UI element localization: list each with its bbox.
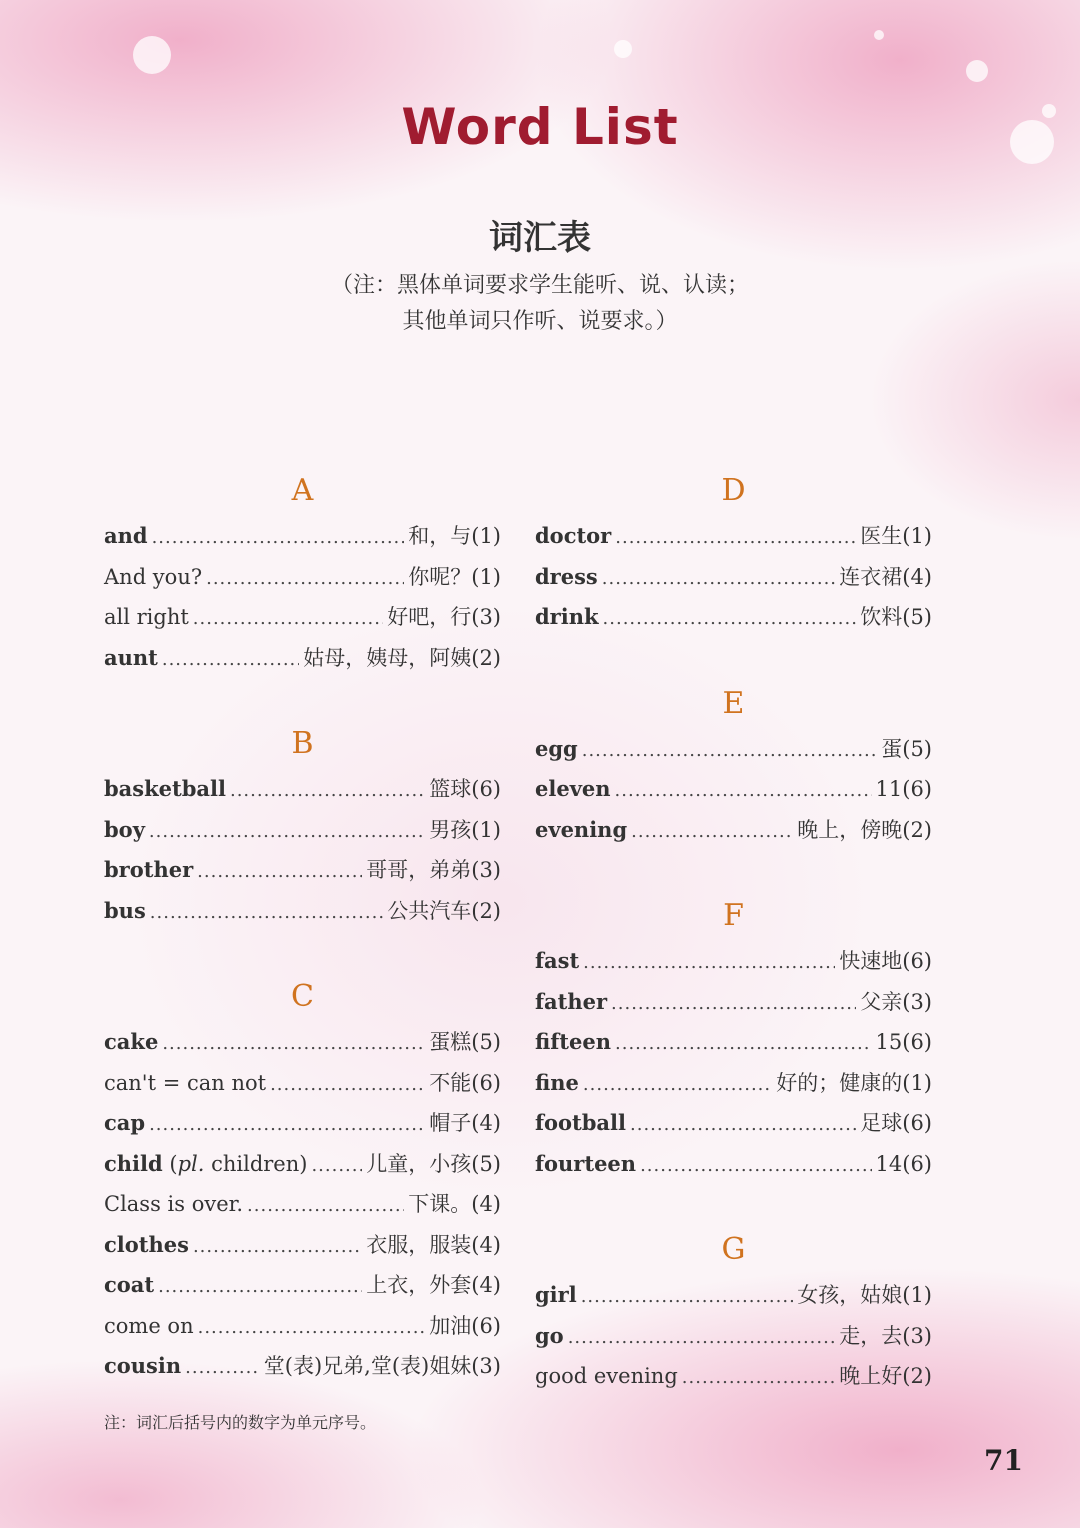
- entry-meaning: 和，与(1): [408, 524, 501, 548]
- entry-word: fast: [535, 948, 580, 973]
- entry-word-abbrev: pl.: [177, 1151, 205, 1176]
- entry-word: can't = can not: [104, 1070, 267, 1095]
- entry-meaning: 连衣裙(4): [839, 564, 932, 589]
- word-entry: [104, 1225, 501, 1266]
- word-entry: [535, 1316, 932, 1357]
- word-entry: [535, 982, 932, 1023]
- entry-word-group: child (pl. children): [104, 1150, 308, 1176]
- leader-dots: [152, 518, 405, 559]
- decor-bubble: [614, 40, 632, 58]
- leader-dots: [206, 559, 404, 600]
- leader-dots: [198, 1308, 426, 1349]
- entry-meaning: 好吧，行(3): [387, 605, 501, 629]
- leader-dots: [150, 893, 383, 934]
- decor-bubble: [874, 30, 884, 40]
- word-entry: [104, 516, 501, 557]
- leader-dots: [185, 1348, 260, 1389]
- page-subtitle: 词汇表: [489, 218, 591, 258]
- entry-word: boy: [104, 816, 145, 842]
- word-entry: [104, 597, 501, 638]
- entry-meaning: 上衣，外套(4): [366, 1273, 501, 1297]
- leader-dots: [158, 1267, 362, 1308]
- instruction-note-line-1: （注：黑体单词要求学生能听、说、认读；: [330, 273, 749, 298]
- leader-dots: [583, 1065, 772, 1106]
- leader-dots: [230, 771, 425, 812]
- entry-word: cousin: [104, 1353, 182, 1378]
- word-entry: [104, 557, 501, 598]
- entry-word: clothes: [104, 1231, 189, 1257]
- entry-word: fine: [535, 1069, 579, 1095]
- word-entry: [535, 557, 932, 598]
- entry-meaning: 晚上，傍晚(2): [797, 817, 932, 842]
- section-letter-d: D: [721, 473, 746, 508]
- entry-meaning: 哥哥，弟弟(3): [366, 858, 501, 882]
- leader-dots: [193, 599, 383, 640]
- word-entry: [104, 638, 501, 679]
- entry-word: come on: [104, 1313, 194, 1338]
- entry-word-plural: children): [204, 1151, 308, 1176]
- entry-word: all right: [104, 605, 189, 629]
- word-entry: [104, 1346, 501, 1387]
- leader-dots: [311, 1146, 362, 1187]
- entry-meaning: 篮球(6): [429, 777, 501, 801]
- word-entry: [104, 850, 501, 891]
- entry-meaning: 蛋(5): [881, 736, 932, 761]
- entry-word: and: [104, 523, 148, 548]
- entry-meaning: 饮料(5): [860, 605, 932, 629]
- page-title: Word List: [401, 98, 679, 156]
- word-entry: [535, 769, 932, 810]
- entry-meaning: 你呢？(1): [408, 564, 501, 589]
- word-entry: [535, 1356, 932, 1397]
- entry-meaning: 14(6): [875, 1151, 932, 1176]
- word-entry: [104, 1144, 501, 1185]
- entry-word: brother: [104, 857, 194, 882]
- entry-word: eleven: [535, 776, 611, 801]
- entry-meaning: 衣服，服装(4): [366, 1232, 501, 1257]
- entry-word: fifteen: [535, 1029, 611, 1054]
- entry-meaning: 加油(6): [429, 1313, 501, 1338]
- leader-dots: [197, 852, 362, 893]
- leader-dots: [149, 812, 425, 853]
- leader-dots: [640, 1146, 871, 1187]
- page-number: 71: [984, 1444, 1023, 1477]
- word-entry: [104, 769, 501, 810]
- entry-meaning: 足球(6): [860, 1111, 932, 1135]
- entry-word: child: [104, 1150, 163, 1176]
- entry-meaning: 下课。(4): [408, 1192, 501, 1216]
- leader-dots: [149, 1105, 425, 1146]
- word-entry: [535, 1022, 932, 1063]
- word-entry: [104, 891, 501, 932]
- word-entry: [104, 810, 501, 851]
- entry-word: basketball: [104, 776, 226, 801]
- decor-bubble: [966, 60, 988, 82]
- leader-dots: [270, 1065, 425, 1106]
- leader-dots: [603, 599, 857, 640]
- leader-dots: [581, 1277, 794, 1318]
- entry-meaning: 帽子(4): [429, 1111, 501, 1135]
- instruction-note-line-2: 其他单词只作听、说要求。）: [402, 309, 678, 334]
- entry-meaning: 不能(6): [429, 1070, 501, 1095]
- word-entry: [535, 729, 932, 770]
- entry-word: good evening: [535, 1364, 678, 1388]
- entry-meaning: 好的；健康的(1): [776, 1070, 932, 1095]
- word-entry: [535, 941, 932, 982]
- word-entry: [104, 1265, 501, 1306]
- leader-dots: [162, 1024, 425, 1065]
- entry-word: bus: [104, 897, 146, 923]
- leader-dots: [611, 984, 856, 1025]
- leader-dots: [193, 1227, 362, 1268]
- entry-meaning: 姑母，姨母，阿姨(2): [303, 645, 501, 670]
- word-entry: [104, 1184, 501, 1225]
- section-letter-f: F: [723, 898, 744, 933]
- word-entry: [535, 516, 932, 557]
- leader-dots: [630, 1105, 856, 1146]
- section-letter-e: E: [722, 685, 745, 721]
- leader-dots: [582, 731, 878, 772]
- word-entry: [104, 1103, 501, 1144]
- leader-dots: [247, 1186, 404, 1227]
- leader-dots: [631, 812, 793, 853]
- entry-meaning: 男孩(1): [429, 817, 501, 842]
- entry-meaning: 走，去(3): [839, 1323, 932, 1348]
- section-letter-c: C: [291, 979, 314, 1014]
- leader-dots: [583, 943, 835, 984]
- word-list-left-column: [104, 466, 501, 1387]
- leader-dots: [615, 771, 872, 812]
- word-entry: [535, 597, 932, 638]
- decor-bubble: [133, 36, 171, 74]
- entry-word: coat: [104, 1272, 155, 1297]
- word-entry: [104, 1306, 501, 1347]
- entry-word: evening: [535, 816, 628, 842]
- entry-word: father: [535, 988, 608, 1014]
- word-entry: [535, 1063, 932, 1104]
- entry-word: cap: [104, 1110, 146, 1135]
- word-list-right-column: [535, 466, 932, 1397]
- footnote: 注：词汇后括号内的数字为单元序号。: [104, 1413, 377, 1432]
- section-letter-g: G: [721, 1232, 746, 1267]
- entry-word: go: [535, 1322, 564, 1348]
- word-entry: [535, 1103, 932, 1144]
- word-entry: [104, 1063, 501, 1104]
- entry-meaning: 晚上好(2): [839, 1364, 932, 1388]
- entry-meaning: 蛋糕(5): [429, 1030, 501, 1054]
- leader-dots: [615, 1024, 872, 1065]
- word-entry: [535, 1144, 932, 1185]
- entry-meaning: 女孩，姑娘(1): [797, 1283, 932, 1307]
- section-letter-a: A: [291, 473, 314, 508]
- leader-dots: [602, 559, 835, 600]
- entry-word: egg: [535, 735, 578, 761]
- entry-word: dress: [535, 563, 598, 589]
- entry-word: girl: [535, 1282, 577, 1307]
- leader-dots: [568, 1318, 836, 1359]
- word-entry: [535, 1275, 932, 1316]
- entry-meaning: 堂(表)兄弟,堂(表)姐妹(3): [263, 1354, 501, 1378]
- entry-word: drink: [535, 604, 599, 629]
- entry-word: Class is over.: [104, 1192, 244, 1216]
- leader-dots: [615, 518, 856, 559]
- entry-word: aunt: [104, 644, 158, 670]
- entry-meaning: 15(6): [875, 1030, 932, 1054]
- entry-meaning: 医生(1): [860, 524, 932, 548]
- entry-meaning: 父亲(3): [860, 989, 932, 1014]
- entry-meaning: 公共汽车(2): [387, 898, 501, 923]
- entry-word: football: [535, 1110, 626, 1135]
- entry-meaning: 11(6): [875, 777, 932, 801]
- leader-dots: [162, 640, 299, 681]
- entry-word: And you?: [104, 564, 203, 589]
- entry-word: doctor: [535, 523, 612, 548]
- section-letter-b: B: [291, 726, 314, 761]
- word-entry: [535, 810, 932, 851]
- entry-meaning: 快速地(6): [839, 949, 932, 973]
- entry-word: cake: [104, 1029, 159, 1054]
- word-entry: [104, 1022, 501, 1063]
- leader-dots: [682, 1358, 835, 1399]
- entry-word: fourteen: [535, 1150, 637, 1176]
- entry-meaning: 儿童，小孩(5): [366, 1151, 501, 1176]
